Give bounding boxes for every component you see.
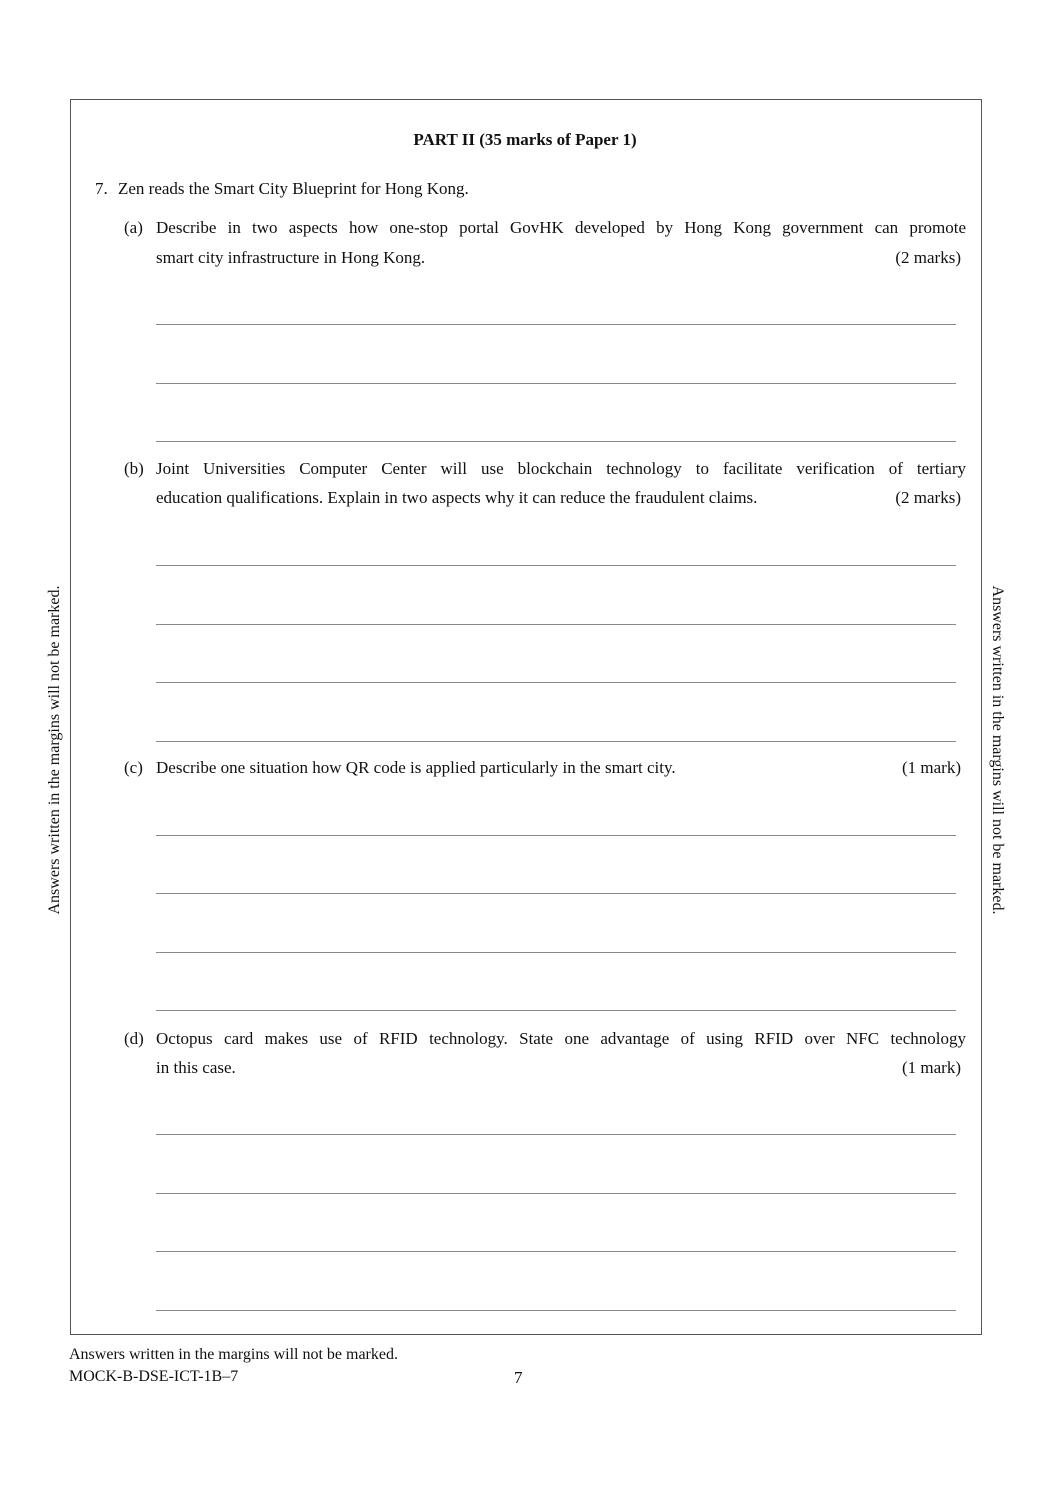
part-d-label: (d) (124, 1029, 144, 1048)
part-d-marks: (1 mark) (901, 1058, 961, 1077)
footer-note: Answers written in the margins will not be marked. (69, 1346, 398, 1363)
part-d-text-line1: Octopus card makes use of RFID technology. State one advantage of using RFID over NFC technology (156, 1029, 966, 1048)
part-b-text-line2: education qualifications. Explain in two aspects why it can reduce the fraudulent claims. (156, 488, 758, 507)
answer-line[interactable] (156, 682, 956, 683)
answer-line[interactable] (156, 952, 956, 953)
answer-line[interactable] (156, 1134, 956, 1135)
question-text: Zen reads the Smart City Blueprint for Hong Kong. (118, 179, 469, 198)
margin-note-left: Answers written in the margins will not be marked. (46, 585, 63, 915)
part-d-text-line2: in this case. (156, 1058, 236, 1077)
answer-line[interactable] (156, 324, 956, 325)
answer-line[interactable] (156, 1193, 956, 1194)
part-a-text-line2: smart city infrastructure in Hong Kong. (156, 248, 426, 267)
answer-line[interactable] (156, 565, 956, 566)
part-b-label: (b) (124, 459, 144, 478)
answer-line[interactable] (156, 1310, 956, 1311)
answer-line[interactable] (156, 1251, 956, 1252)
footer-code: MOCK-B-DSE-ICT-1B–7 (69, 1368, 239, 1385)
part-title: PART II (35 marks of Paper 1) (413, 130, 637, 149)
answer-line[interactable] (156, 835, 956, 836)
part-b-text-line1: Joint Universities Computer Center will use blockchain technology to facilitate verification of tertiary (156, 459, 966, 478)
part-a-marks: (2 marks) (895, 248, 961, 267)
part-c-text-line1: Describe one situation how QR code is applied particularly in the smart city. (156, 758, 676, 777)
part-a-label: (a) (124, 218, 143, 237)
answer-line[interactable] (156, 893, 956, 894)
question-number: 7. (95, 179, 108, 198)
answer-line[interactable] (156, 624, 956, 625)
part-c-marks: (1 mark) (901, 758, 961, 777)
part-b-marks: (2 marks) (895, 488, 961, 507)
page-number: 7 (514, 1368, 523, 1387)
part-a-text-line1: Describe in two aspects how one-stop portal GovHK developed by Hong Kong government can promote (156, 218, 966, 237)
margin-note-right: Answers written in the margins will not be marked. (989, 585, 1006, 915)
answer-line[interactable] (156, 383, 956, 384)
answer-line[interactable] (156, 441, 956, 442)
part-c-label: (c) (124, 758, 143, 777)
answer-box-frame (70, 99, 982, 1335)
answer-line[interactable] (156, 1010, 956, 1011)
answer-line[interactable] (156, 741, 956, 742)
